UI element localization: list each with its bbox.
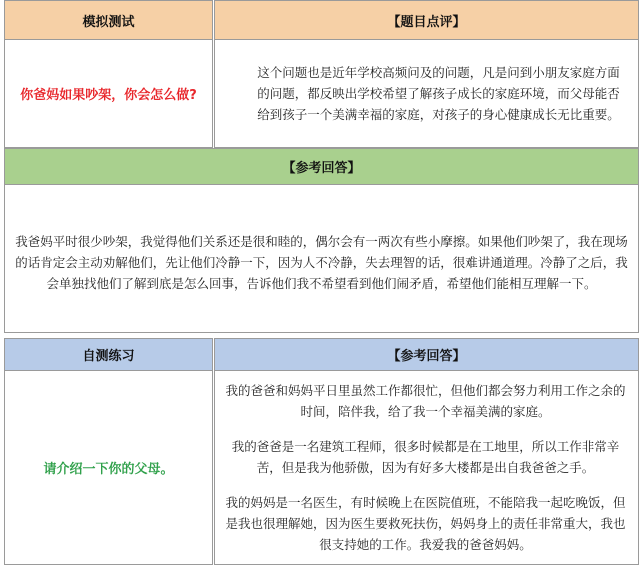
question-comment-header [214,0,639,40]
mock-test-header-label: 模拟测试 [82,14,135,30]
question-comment-cell [214,40,639,148]
self-test-header-label: 自测练习 [82,349,135,364]
self-test-answer-cell [214,371,639,565]
reference-answer-header [4,148,639,185]
self-test-answer-body [215,380,638,555]
self-test-question: 请介绍一下你的父母。 [43,462,174,477]
reference-answer-text: 我爸妈平时很少吵架，我觉得他们关系还是很和睦的，偶尔会有一两次有些小摩擦。如果他们吵架了，我在现场的话肯定会主动劝解他们，先让他们冷静一下，因为人不冷静，失去理智的话，很难讲通道理。冷静了之后，我会单独找他们了解到底是怎么回事，告诉他们我不希望看到他们闹矛盾，希望他们能相互理解一下。 [15,234,628,291]
mock-test-question-cell [4,40,213,148]
mock-test-header [4,0,213,40]
reference-answer-header-label: 【参考回答】 [282,161,361,176]
mock-test-question: 你爸妈如果吵架，你会怎么做? [20,88,197,103]
mock-test-header-row [0,0,641,40]
mock-test-content-row [0,40,641,148]
self-test-answer-paragraph: 我的爸爸和妈妈平日里虽然工作都很忙，但他们都会努力利用工作之余的时间，陪伴我，给了我一个幸福美满的家庭。 [225,383,626,419]
self-test-answer-header-label: 【参考回答】 [387,349,466,364]
self-test-question-cell [4,371,213,565]
question-comment-header-label: 【题目点评】 [387,14,466,30]
self-test-answer-header [214,338,639,371]
self-test-answer-paragraph: 我的妈妈是一名医生，有时候晚上在医院值班，不能陪我一起吃晚饭，但是我也很理解她，因为医生要救死扶伤，妈妈身上的责任非常重大，我也很支持她的工作。我爱我的爸爸妈妈。 [225,495,626,552]
self-test-header [4,338,213,371]
question-comment-text: 这个问题也是近年学校高频问及的问题，凡是问到小朋友家庭方面的问题，都反映出学校希望了解孩子成长的家庭环境，而父母能否给到孩子一个美满幸福的家庭，对孩子的身心健康成长无比重要。 [257,65,620,122]
reference-answer-cell [4,185,639,333]
self-test-answer-paragraph: 我的爸爸是一名建筑工程师，很多时候都是在工地里，所以工作非常辛苦，但是我为他骄傲，因为有好多大楼都是出自我爸爸之手。 [231,439,620,475]
reference-answer-header-row [0,148,641,185]
self-test-content-row [0,371,641,565]
self-test-header-row [0,338,641,371]
reference-answer-row [0,185,641,333]
